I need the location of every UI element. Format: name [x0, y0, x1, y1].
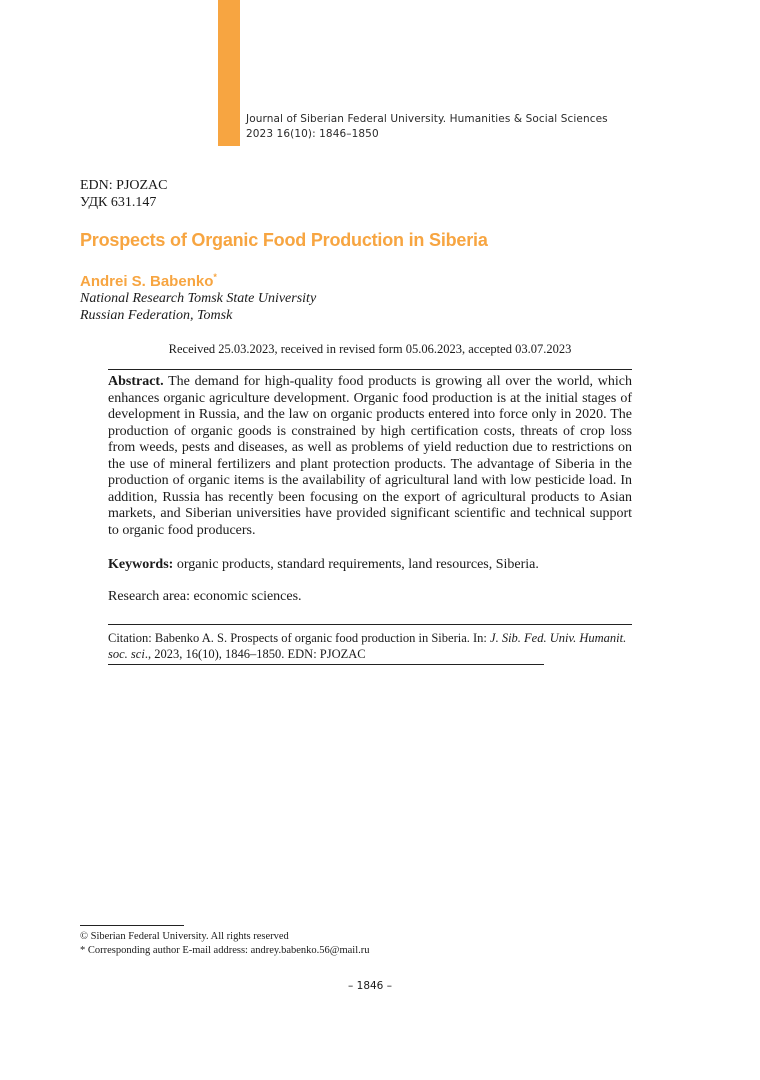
author-name-text: Andrei S. Babenko [80, 273, 214, 290]
footnote-rule [80, 925, 184, 926]
research-area: Research area: economic sciences. [108, 589, 302, 604]
edn-code: EDN: PJOZAC [80, 178, 168, 193]
journal-issue: 2023 16(10): 1846–1850 [246, 128, 379, 140]
citation-bottom-rule [108, 664, 544, 665]
affiliation-institution: National Research Tomsk State University [80, 291, 317, 306]
abstract [108, 374, 632, 539]
author-affiliation [80, 290, 316, 324]
keywords [108, 557, 632, 574]
citation [108, 630, 632, 662]
citation-top-rule [108, 624, 632, 625]
corresponding-author-note: * Corresponding author E-mail address: andrey.babenko.56@mail.ru [80, 945, 370, 956]
citation-journal: J. Sib. Fed. Univ. Humanit. soc. sci [108, 631, 627, 661]
udk-code: УДК 631.147 [80, 195, 157, 210]
keywords-text: organic products, standard requirements, land resources, Siberia. [173, 557, 539, 572]
classification-codes [80, 177, 168, 211]
abstract-top-rule [108, 369, 632, 370]
author-name [80, 272, 217, 290]
keywords-label: Keywords: [108, 557, 174, 572]
copyright-note: © Siberian Federal University. All rights reserved [80, 931, 289, 942]
journal-accent-bar [218, 0, 240, 146]
article-title: Prospects of Organic Food Production in Siberia [80, 230, 488, 250]
citation-prefix: Citation: Babenko A. S. Prospects of organic food production in Siberia. In: [108, 631, 491, 645]
journal-title: Journal of Siberian Federal University. Humanities & Social Sciences [246, 113, 608, 125]
received-dates: Received 25.03.2023, received in revised form 05.06.2023, accepted 03.07.2023 [168, 342, 572, 356]
affiliation-location: Russian Federation, Tomsk [80, 308, 233, 323]
journal-header [246, 112, 608, 142]
footnotes [80, 930, 370, 958]
author-footnote-mark: * [213, 272, 217, 282]
abstract-text: The demand for high-quality food products is growing all over the world, which enhances organic agriculture development. Organic food production is at the initial stages of development in Russia, and the law on organic products entered into force only in 2020. The production of organic goods is constrained by high certification costs, threats of crop loss from weeds, pests and diseases, as well as problems of yield reduction due to restrictions on the use of mineral fertilizers and plant protection products. The advantage of Siberia in the production of organic items is the availability of agricultural land with low pesticide load. In addition, Russia has recently been focusing on the export of agricultural products to Asian markets, and Siberian universities have provided significant scientific and technical support to organic food producers. [108, 374, 632, 538]
page-number: – 1846 – [348, 980, 392, 992]
abstract-label: Abstract. [108, 374, 164, 389]
citation-suffix: ., 2023, 16(10), 1846–1850. EDN: PJOZAC [144, 647, 366, 661]
